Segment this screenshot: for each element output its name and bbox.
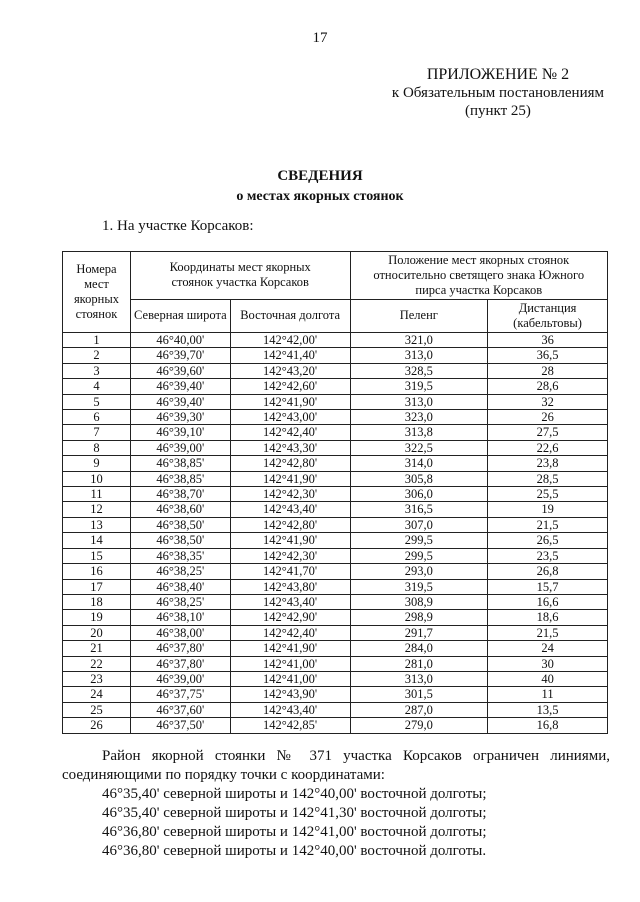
cell-longitude: 142°43,20' [230, 363, 350, 378]
cell-longitude: 142°41,90' [230, 394, 350, 409]
table-row [63, 656, 608, 671]
header-coordinates-group: Координаты мест якорных стоянок участка Корсаков [130, 252, 350, 300]
cell-distance: 36 [488, 333, 608, 348]
coordinate-line: 46°35,40' северной широты и 142°40,00' восточной долготы; [102, 786, 487, 802]
table-row [63, 671, 608, 686]
cell-number: 23 [63, 671, 131, 686]
cell-bearing: 313,0 [350, 671, 488, 686]
cell-distance: 23,8 [488, 456, 608, 471]
header-bearing: Пеленг [350, 299, 488, 332]
cell-distance: 36,5 [488, 348, 608, 363]
cell-number: 26 [63, 718, 131, 733]
cell-latitude: 46°38,50' [130, 517, 230, 532]
cell-latitude: 46°38,35' [130, 548, 230, 563]
cell-bearing: 301,5 [350, 687, 488, 702]
cell-longitude: 142°41,70' [230, 564, 350, 579]
table-row [63, 363, 608, 378]
boundary-paragraph: Район якорной стоянки № 371 участка Корсаков ограничен линиями, соединяющими по порядку точки с координатами: [62, 748, 610, 783]
cell-number: 14 [63, 533, 131, 548]
cell-latitude: 46°38,85' [130, 456, 230, 471]
cell-latitude: 46°39,30' [130, 410, 230, 425]
table-row [63, 471, 608, 486]
cell-distance: 40 [488, 671, 608, 686]
cell-distance: 23,5 [488, 548, 608, 563]
cell-bearing: 307,0 [350, 517, 488, 532]
cell-number: 16 [63, 564, 131, 579]
cell-longitude: 142°41,90' [230, 471, 350, 486]
cell-bearing: 299,5 [350, 548, 488, 563]
cell-longitude: 142°42,85' [230, 718, 350, 733]
cell-distance: 16,6 [488, 594, 608, 609]
cell-latitude: 46°39,10' [130, 425, 230, 440]
coordinate-line: 46°36,80' северной широты и 142°41,00' восточной долготы; [102, 824, 487, 840]
cell-latitude: 46°38,60' [130, 502, 230, 517]
table-row [63, 702, 608, 717]
cell-bearing: 281,0 [350, 656, 488, 671]
cell-latitude: 46°37,60' [130, 702, 230, 717]
cell-latitude: 46°38,25' [130, 594, 230, 609]
cell-latitude: 46°38,10' [130, 610, 230, 625]
header-distance: Дистанция (кабельтовы) [488, 299, 608, 332]
appendix-title: ПРИЛОЖЕНИЕ № 2 [426, 66, 570, 83]
table-row [63, 456, 608, 471]
cell-bearing: 287,0 [350, 702, 488, 717]
cell-latitude: 46°39,00' [130, 671, 230, 686]
cell-latitude: 46°38,40' [130, 579, 230, 594]
cell-bearing: 293,0 [350, 564, 488, 579]
cell-number: 9 [63, 456, 131, 471]
anchorage-table [62, 251, 608, 734]
cell-number: 17 [63, 579, 131, 594]
table-row [63, 487, 608, 502]
cell-distance: 26,8 [488, 564, 608, 579]
header-latitude: Северная широта [130, 299, 230, 332]
cell-longitude: 142°42,80' [230, 456, 350, 471]
cell-number: 11 [63, 487, 131, 502]
cell-longitude: 142°43,80' [230, 579, 350, 594]
page-number: 17 [312, 30, 328, 46]
header-longitude: Восточная долгота [230, 299, 350, 332]
cell-latitude: 46°39,40' [130, 379, 230, 394]
appendix-line-3: (пункт 25) [464, 103, 531, 119]
cell-number: 20 [63, 625, 131, 640]
cell-latitude: 46°37,75' [130, 687, 230, 702]
cell-latitude: 46°37,80' [130, 641, 230, 656]
cell-longitude: 142°42,90' [230, 610, 350, 625]
table-row [63, 564, 608, 579]
table-row [63, 579, 608, 594]
cell-longitude: 142°41,40' [230, 348, 350, 363]
cell-number: 3 [63, 363, 131, 378]
cell-number: 18 [63, 594, 131, 609]
cell-distance: 19 [488, 502, 608, 517]
cell-bearing: 313,0 [350, 348, 488, 363]
cell-number: 10 [63, 471, 131, 486]
cell-number: 8 [63, 440, 131, 455]
cell-bearing: 279,0 [350, 718, 488, 733]
cell-distance: 15,7 [488, 579, 608, 594]
cell-bearing: 319,5 [350, 379, 488, 394]
cell-longitude: 142°43,40' [230, 702, 350, 717]
cell-bearing: 314,0 [350, 456, 488, 471]
table-row [63, 533, 608, 548]
cell-bearing: 313,0 [350, 394, 488, 409]
table-row [63, 502, 608, 517]
coordinate-lines [102, 785, 622, 861]
cell-bearing: 298,9 [350, 610, 488, 625]
cell-longitude: 142°42,30' [230, 548, 350, 563]
cell-longitude: 142°43,30' [230, 440, 350, 455]
cell-latitude: 46°37,50' [130, 718, 230, 733]
cell-longitude: 142°42,60' [230, 379, 350, 394]
cell-bearing: 299,5 [350, 533, 488, 548]
cell-number: 24 [63, 687, 131, 702]
cell-number: 22 [63, 656, 131, 671]
cell-distance: 27,5 [488, 425, 608, 440]
cell-bearing: 316,5 [350, 502, 488, 517]
cell-number: 6 [63, 410, 131, 425]
cell-number: 15 [63, 548, 131, 563]
cell-longitude: 142°43,00' [230, 410, 350, 425]
appendix-block [392, 66, 604, 120]
table-row [63, 718, 608, 733]
document-heading [0, 168, 640, 205]
cell-bearing: 291,7 [350, 625, 488, 640]
cell-distance: 32 [488, 394, 608, 409]
cell-bearing: 313,8 [350, 425, 488, 440]
cell-latitude: 46°38,50' [130, 533, 230, 548]
cell-longitude: 142°41,00' [230, 671, 350, 686]
table-row [63, 548, 608, 563]
cell-bearing: 319,5 [350, 579, 488, 594]
cell-number: 2 [63, 348, 131, 363]
table-body [63, 333, 608, 734]
cell-bearing: 328,5 [350, 363, 488, 378]
cell-bearing: 323,0 [350, 410, 488, 425]
cell-bearing: 306,0 [350, 487, 488, 502]
table-row [63, 517, 608, 532]
cell-distance: 18,6 [488, 610, 608, 625]
appendix-line-2: к Обязательным постановлениям [391, 85, 604, 101]
cell-longitude: 142°41,90' [230, 533, 350, 548]
cell-distance: 22,6 [488, 440, 608, 455]
cell-latitude: 46°38,00' [130, 625, 230, 640]
table-row [63, 410, 608, 425]
cell-distance: 28 [488, 363, 608, 378]
cell-bearing: 284,0 [350, 641, 488, 656]
coordinate-line: 46°35,40' северной широты и 142°41,30' восточной долготы; [102, 805, 487, 821]
cell-latitude: 46°39,60' [130, 363, 230, 378]
cell-number: 4 [63, 379, 131, 394]
cell-distance: 24 [488, 641, 608, 656]
cell-number: 19 [63, 610, 131, 625]
cell-longitude: 142°41,90' [230, 641, 350, 656]
cell-distance: 13,5 [488, 702, 608, 717]
table-row [63, 594, 608, 609]
table-row [63, 348, 608, 363]
cell-distance: 11 [488, 687, 608, 702]
cell-longitude: 142°43,40' [230, 594, 350, 609]
cell-distance: 28,5 [488, 471, 608, 486]
cell-bearing: 305,8 [350, 471, 488, 486]
cell-distance: 26 [488, 410, 608, 425]
table-row [63, 394, 608, 409]
cell-number: 1 [63, 333, 131, 348]
cell-distance: 21,5 [488, 517, 608, 532]
cell-longitude: 142°42,40' [230, 625, 350, 640]
cell-latitude: 46°38,85' [130, 471, 230, 486]
cell-distance: 26,5 [488, 533, 608, 548]
cell-longitude: 142°42,40' [230, 425, 350, 440]
cell-longitude: 142°43,90' [230, 687, 350, 702]
table-row [63, 625, 608, 640]
cell-number: 12 [63, 502, 131, 517]
cell-bearing: 322,5 [350, 440, 488, 455]
table-row [63, 687, 608, 702]
cell-distance: 30 [488, 656, 608, 671]
table-row [63, 440, 608, 455]
cell-number: 21 [63, 641, 131, 656]
heading-subtitle: о местах якорных стоянок [236, 189, 404, 204]
cell-latitude: 46°38,70' [130, 487, 230, 502]
coordinate-line: 46°36,80' северной широты и 142°40,00' восточной долготы. [102, 843, 487, 859]
cell-distance: 16,8 [488, 718, 608, 733]
table-row [63, 425, 608, 440]
table-row [63, 333, 608, 348]
heading-title: СВЕДЕНИЯ [277, 168, 363, 184]
cell-number: 13 [63, 517, 131, 532]
table-row [63, 610, 608, 625]
cell-latitude: 46°38,25' [130, 564, 230, 579]
cell-bearing: 321,0 [350, 333, 488, 348]
cell-latitude: 46°39,70' [130, 348, 230, 363]
cell-number: 5 [63, 394, 131, 409]
header-number: Номера мест якорных стоянок [63, 252, 131, 333]
cell-longitude: 142°42,30' [230, 487, 350, 502]
cell-longitude: 142°43,40' [230, 502, 350, 517]
cell-number: 7 [63, 425, 131, 440]
cell-longitude: 142°41,00' [230, 656, 350, 671]
cell-distance: 28,6 [488, 379, 608, 394]
cell-longitude: 142°42,80' [230, 517, 350, 532]
cell-distance: 21,5 [488, 625, 608, 640]
header-position-group: Положение мест якорных стоянок относительно светящего знака Южного пирса участка Корсаков [350, 252, 608, 300]
cell-latitude: 46°40,00' [130, 333, 230, 348]
cell-longitude: 142°42,00' [230, 333, 350, 348]
table-row [63, 379, 608, 394]
cell-distance: 25,5 [488, 487, 608, 502]
section-title: 1. На участке Корсаков: [102, 218, 254, 234]
cell-bearing: 308,9 [350, 594, 488, 609]
cell-latitude: 46°37,80' [130, 656, 230, 671]
cell-latitude: 46°39,40' [130, 394, 230, 409]
table-row [63, 641, 608, 656]
cell-latitude: 46°39,00' [130, 440, 230, 455]
cell-number: 25 [63, 702, 131, 717]
